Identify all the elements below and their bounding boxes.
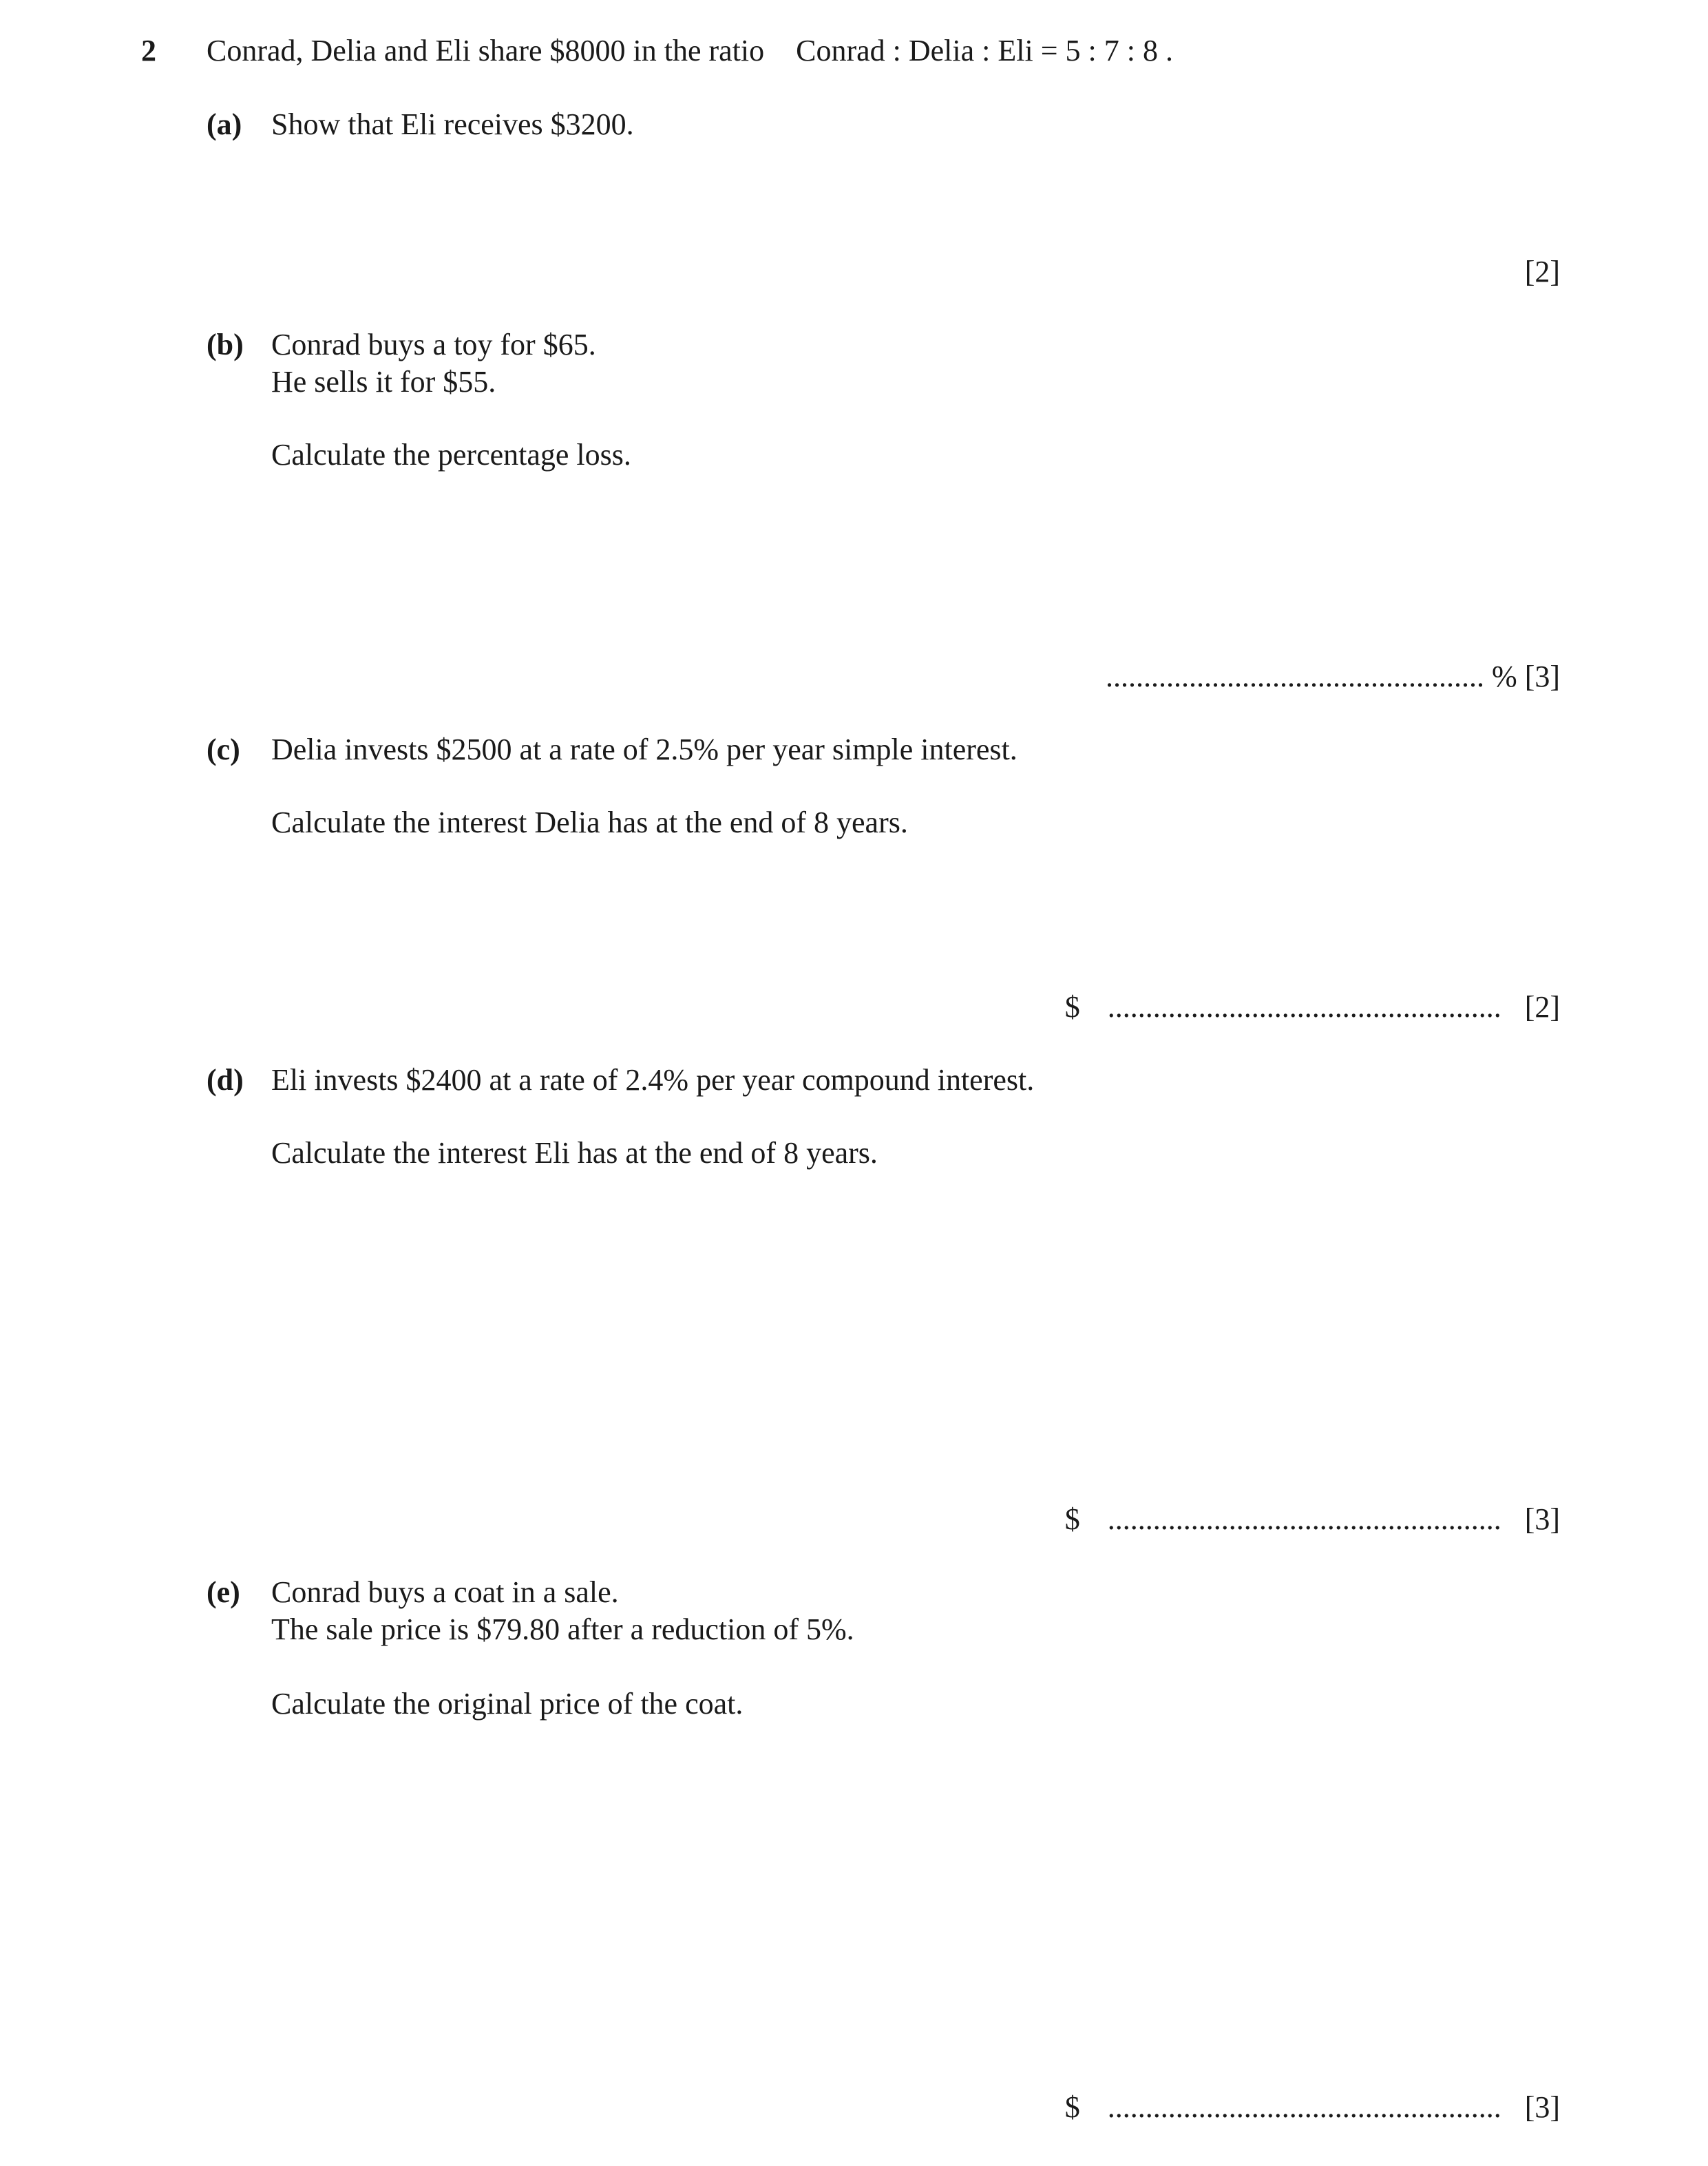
part-c-label: (c) <box>207 733 240 766</box>
part-b-marks: [3] <box>1524 660 1560 693</box>
part-d-answer-dots[interactable]: .................................................... <box>1107 1502 1501 1536</box>
part-d-label: (d) <box>207 1063 244 1097</box>
question-stem <box>207 32 1173 70</box>
part-d-answer-line <box>1065 1501 1560 1538</box>
part-b-answer-line <box>1106 658 1560 695</box>
part-b-line-1: Conrad buys a toy for $65. <box>271 328 596 361</box>
question-stem-text: Conrad, Delia and Eli share $8000 in the ratio <box>207 34 765 67</box>
part-b-label: (b) <box>207 328 244 361</box>
part-d-line-1: Eli invests $2400 at a rate of 2.4% per year compound interest. <box>271 1063 1035 1097</box>
part-c-answer-dots[interactable]: .................................................... <box>1107 990 1501 1024</box>
part-b-instruction: Calculate the percentage loss. <box>271 438 631 472</box>
part-e-label: (e) <box>207 1575 240 1609</box>
question-number: 2 <box>141 34 156 67</box>
part-e-marks: [3] <box>1524 2090 1560 2124</box>
part-e-line-2: The sale price is $79.80 after a reduction of 5%. <box>271 1612 854 1646</box>
part-a-label: (a) <box>207 107 242 141</box>
part-a-marks: [2] <box>1524 255 1560 288</box>
question-ratio: Conrad : Delia : Eli = 5 : 7 : 8 . <box>796 34 1173 67</box>
part-a-text: Show that Eli receives $3200. <box>271 107 634 141</box>
part-c-line-1: Delia invests $2500 at a rate of 2.5% per year simple interest. <box>271 733 1018 766</box>
part-e-answer-line <box>1065 2089 1560 2126</box>
part-d-marks: [3] <box>1524 1502 1560 1536</box>
part-b-line-2: He sells it for $55. <box>271 365 496 399</box>
part-c-marks: [2] <box>1524 990 1560 1024</box>
part-b-answer-unit: % <box>1492 660 1517 693</box>
part-e-line-1: Conrad buys a coat in a sale. <box>271 1575 619 1609</box>
part-c-answer-prefix: $ <box>1064 990 1080 1024</box>
part-e-answer-dots[interactable]: .................................................... <box>1107 2090 1501 2124</box>
part-d-instruction: Calculate the interest Eli has at the end of 8 years. <box>271 1136 878 1170</box>
part-c-answer-line <box>1065 989 1560 1026</box>
part-d-answer-prefix: $ <box>1064 1502 1080 1536</box>
part-b-answer-dots[interactable]: .................................................. <box>1106 660 1485 693</box>
part-e-answer-prefix: $ <box>1064 2090 1080 2124</box>
part-c-instruction: Calculate the interest Delia has at the end of 8 years. <box>271 806 908 839</box>
part-e-instruction: Calculate the original price of the coat. <box>271 1687 744 1721</box>
